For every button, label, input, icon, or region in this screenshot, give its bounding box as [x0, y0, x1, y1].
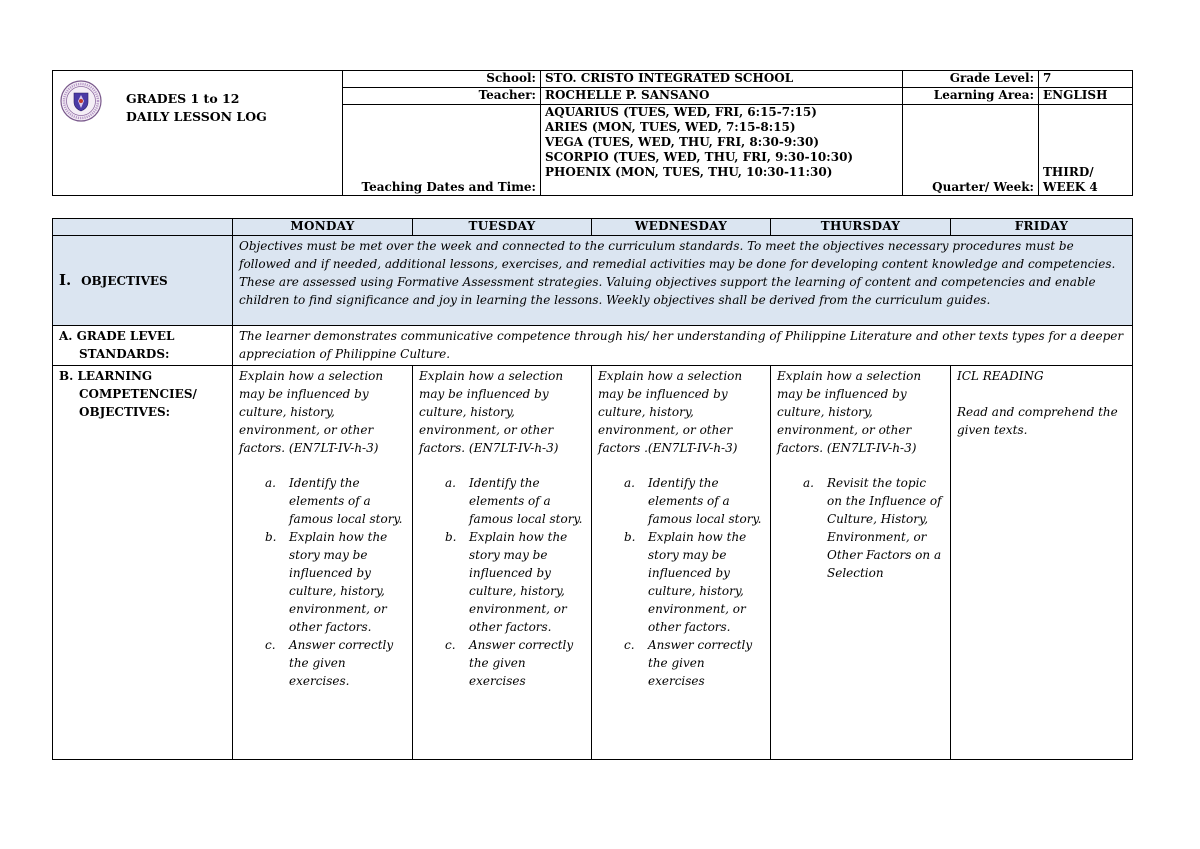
competencies-label	[53, 366, 233, 760]
quarter-week-label: Quarter/ Week:	[903, 105, 1039, 196]
list-item: c. Answer correctly the given exercises	[445, 638, 574, 688]
standards-text: The learner demonstrates communicative competence through his/ her understanding of Philippine Literature and other texts types for a deeper appreciation of Philippine Culture.	[233, 326, 1133, 366]
list-item: a. Revisit the topic on the Influence of Culture, History, Environment, or Other Factors on a Selection	[803, 476, 942, 580]
day-monday: MONDAY	[233, 219, 413, 236]
section-scorpio: SCORPIO (TUES, WED, THU, FRI, 9:30-10:30)	[545, 150, 854, 164]
list-item: a. Identify the elements of a famous local story.	[265, 476, 403, 526]
list-item: b. Explain how the story may be influenced by culture, history, environment, or other factors.	[265, 530, 388, 634]
day-tuesday: TUESDAY	[413, 219, 592, 236]
school-label: School:	[343, 71, 541, 88]
list-item: a. Identify the elements of a famous local story.	[445, 476, 583, 526]
wednesday-competency	[592, 366, 771, 760]
tuesday-competency	[413, 366, 592, 760]
section-aquarius: AQUARIUS (TUES, WED, FRI, 6:15-7:15)	[545, 105, 817, 119]
thursday-objectives-list	[777, 474, 944, 582]
grade-level-value: 7	[1039, 71, 1133, 88]
thursday-intro: Explain how a selection may be influenced by culture, history, environment, or other factors. (EN7LT-IV-h-3)	[777, 369, 922, 455]
teacher-value: ROCHELLE P. SANSANO	[541, 88, 903, 105]
wednesday-objectives-list	[598, 474, 764, 690]
teaching-dates-label: Teaching Dates and Time:	[343, 105, 541, 196]
section-phoenix: PHOENIX (MON, TUES, THU, 10:30-11:30)	[545, 165, 833, 179]
lesson-table	[52, 218, 1133, 760]
list-item: b. Explain how the story may be influenced by culture, history, environment, or other factors.	[624, 530, 747, 634]
grade-level-label: Grade Level:	[903, 71, 1039, 88]
learning-area-value: ENGLISH	[1039, 88, 1133, 105]
section-aries: ARIES (MON, TUES, WED, 7:15-8:15)	[545, 120, 796, 134]
week-value: WEEK 4	[1043, 180, 1098, 194]
thursday-competency	[771, 366, 951, 760]
standards-label	[53, 326, 233, 366]
competencies-label-line3: OBJECTIVES:	[79, 405, 171, 419]
objectives-numeral: I.	[59, 271, 72, 289]
list-item: a. Identify the elements of a famous local story.	[624, 476, 762, 526]
list-item: c. Answer correctly the given exercises	[624, 638, 753, 688]
form-title-line2: DAILY LESSON LOG	[126, 109, 267, 124]
monday-competency	[233, 366, 413, 760]
objectives-title: OBJECTIVES	[81, 274, 168, 288]
wednesday-intro: Explain how a selection may be influenced by culture, history, environment, or other factors .(EN7LT-IV-h-3)	[598, 369, 743, 455]
day-wednesday: WEDNESDAY	[592, 219, 771, 236]
list-item: c. Answer correctly the given exercises.	[265, 638, 394, 688]
competencies-label-line1: B. LEARNING	[59, 369, 153, 383]
monday-intro: Explain how a selection may be influenced by culture, history, environment, or other factors. (EN7LT-IV-h-3)	[239, 369, 384, 455]
teacher-label: Teacher:	[343, 88, 541, 105]
deped-seal-icon	[60, 80, 102, 122]
day-friday: FRIDAY	[951, 219, 1133, 236]
form-title	[126, 90, 267, 126]
school-value: STO. CRISTO INTEGRATED SCHOOL	[541, 71, 903, 88]
monday-objectives-list	[239, 474, 406, 690]
tuesday-intro: Explain how a selection may be influenced by culture, history, environment, or other factors. (EN7LT-IV-h-3)	[419, 369, 564, 455]
friday-line1: ICL READING	[957, 369, 1044, 383]
list-item: b. Explain how the story may be influenced by culture, history, environment, or other factors.	[445, 530, 568, 634]
objectives-row	[53, 236, 1133, 326]
sections-list	[541, 105, 903, 196]
learning-area-label: Learning Area:	[903, 88, 1039, 105]
days-header-blank	[53, 219, 233, 236]
quarter-week-value	[1039, 105, 1133, 196]
standards-label-line2: STANDARDS:	[79, 347, 170, 361]
friday-competency	[951, 366, 1133, 760]
quarter-value: THIRD/	[1043, 165, 1094, 179]
header-table	[52, 70, 1133, 196]
standards-row	[53, 326, 1133, 366]
standards-label-line1: A. GRADE LEVEL	[59, 329, 175, 343]
form-title-line1: GRADES 1 to 12	[126, 91, 240, 106]
competencies-row	[53, 366, 1133, 760]
competencies-label-line2: COMPETENCIES/	[79, 387, 197, 401]
days-header-row	[53, 219, 1133, 236]
section-vega: VEGA (TUES, WED, THU, FRI, 8:30-9:30)	[545, 135, 820, 149]
objectives-label	[53, 236, 233, 326]
objectives-text: Objectives must be met over the week and connected to the curriculum standards. To meet the objectives necessary procedures must be followed and if needed, additional lessons, exercises, and remedial activities may be done for developing content knowledge and competencies. These are assessed using Formative Assessment strategies. Valuing objectives support the learning of content and competencies and enable children to find significance and joy in learning the lessons. Weekly objectives shall be derived from the curriculum guides.	[233, 236, 1133, 326]
day-thursday: THURSDAY	[771, 219, 951, 236]
friday-line2: Read and comprehend the given texts.	[957, 405, 1118, 437]
tuesday-objectives-list	[419, 474, 585, 690]
